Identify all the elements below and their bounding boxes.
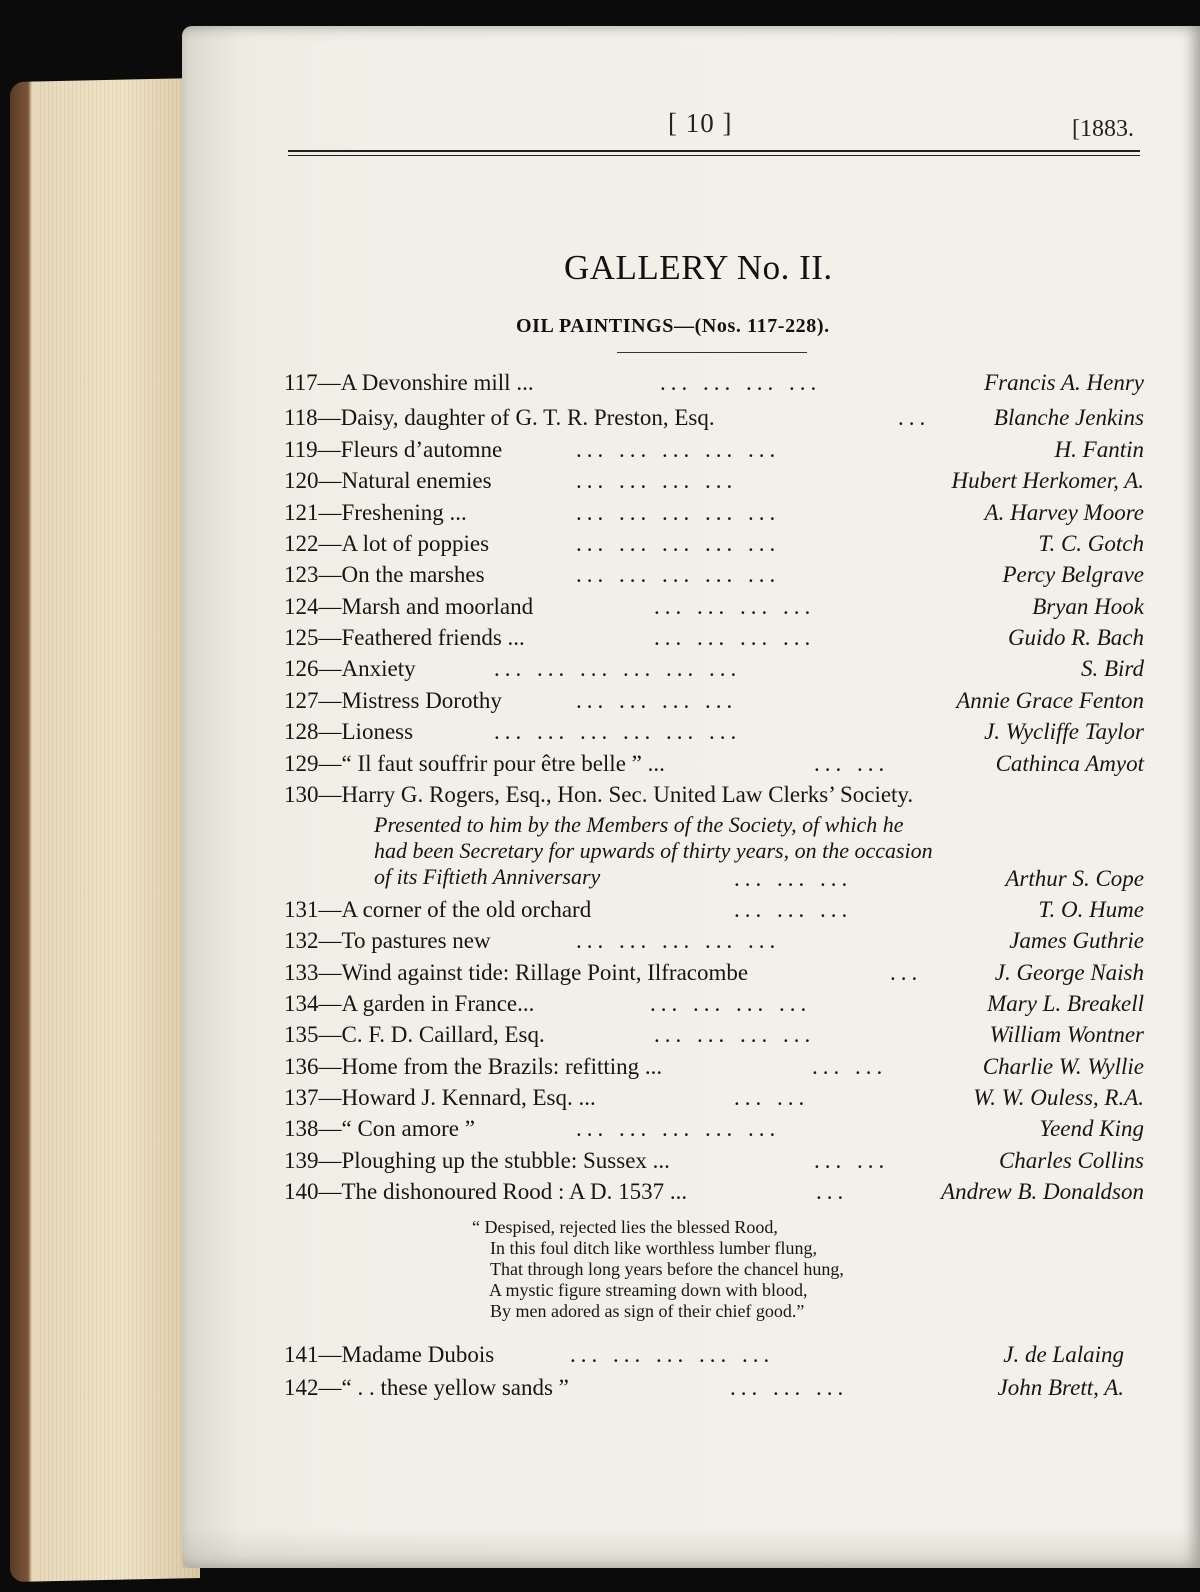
catalogue-entry-139 bbox=[284, 1148, 1144, 1179]
dot-leader: ... ... ... ... bbox=[650, 991, 812, 1016]
catalogue-entry-136 bbox=[284, 1054, 1144, 1085]
catalogue-entry-140 bbox=[284, 1179, 1144, 1210]
dot-leader: ... ... ... ... ... bbox=[576, 500, 781, 525]
catalogue-entry-141 bbox=[284, 1342, 1124, 1373]
entry-title: 125—Feathered friends ... bbox=[284, 625, 525, 650]
dot-leader: ... ... ... ... ... bbox=[576, 562, 781, 587]
poem-line: A mystic figure streaming down with blood, bbox=[489, 1280, 808, 1300]
entry-title: 130—Harry G. Rogers, Esq., Hon. Sec. United Law Clerks’ Society. bbox=[284, 782, 914, 807]
dot-leader: ... ... ... bbox=[734, 866, 853, 891]
entry-title: 122—A lot of poppies bbox=[284, 531, 490, 556]
entry-title: 133—Wind against tide: Rillage Point, Ilfracombe bbox=[284, 960, 749, 985]
catalogue-entry-117 bbox=[284, 370, 1144, 401]
dot-leader: ... ... ... ... ... bbox=[576, 531, 781, 556]
entry-artist: Bryan Hook bbox=[1032, 594, 1144, 619]
catalogue-entry-135 bbox=[284, 1022, 1144, 1053]
entry-title: 124—Marsh and moorland bbox=[284, 594, 534, 619]
catalogue-entry-134 bbox=[284, 991, 1144, 1022]
entry-title: 137—Howard J. Kennard, Esq. ... bbox=[284, 1085, 596, 1110]
catalogue-entry-119 bbox=[284, 437, 1144, 468]
entry-artist: T. O. Hume bbox=[1038, 897, 1144, 922]
dot-leader: ... ... ... ... ... ... bbox=[494, 719, 742, 744]
entry-title: 119—Fleurs d’automne bbox=[284, 437, 503, 462]
poem-line: By men adored as sign of their chief good.” bbox=[490, 1301, 805, 1321]
poem-line: In this foul ditch like worthless lumber flung, bbox=[490, 1238, 817, 1258]
entry-artist: Yeend King bbox=[1039, 1116, 1144, 1141]
entry-artist: William Wontner bbox=[989, 1022, 1144, 1047]
header-rule-thick bbox=[288, 150, 1140, 152]
entry-artist: Charles Collins bbox=[998, 1148, 1144, 1173]
entry-artist: Arthur S. Cope bbox=[1005, 866, 1144, 891]
catalogue-entry-130 bbox=[284, 782, 1144, 813]
entry-artist: James Guthrie bbox=[1009, 928, 1144, 953]
catalogue-entry-123 bbox=[284, 562, 1144, 593]
entry-artist: Charlie W. Wyllie bbox=[982, 1054, 1144, 1079]
entry-130-note-line-1: Presented to him by the Members of the Society, of which he bbox=[374, 812, 904, 837]
dot-leader: ... bbox=[890, 960, 923, 985]
catalogue-entry-132 bbox=[284, 928, 1144, 959]
entry-artist: Percy Belgrave bbox=[1002, 562, 1144, 587]
catalogue-entry-124 bbox=[284, 594, 1144, 625]
dot-leader: ... ... ... ... bbox=[654, 625, 816, 650]
catalogue-entry-133 bbox=[284, 960, 1144, 991]
page-year: [1883. bbox=[1072, 116, 1134, 142]
entry-title: 132—To pastures new bbox=[284, 928, 491, 953]
dot-leader: ... ... ... ... bbox=[576, 688, 738, 713]
poem-line: That through long years before the chancel hung, bbox=[490, 1259, 844, 1279]
dot-leader: ... ... ... bbox=[730, 1375, 849, 1400]
entry-title: 118—Daisy, daughter of G. T. R. Preston, Esq. bbox=[284, 405, 715, 430]
entry-title: 123—On the marshes bbox=[284, 562, 485, 587]
entry-title: 126—Anxiety bbox=[284, 656, 416, 681]
poem-line: “ Despised, rejected lies the blessed Rood, bbox=[472, 1217, 778, 1237]
catalogue-entry-127 bbox=[284, 688, 1144, 719]
entry-title: 128—Lioness bbox=[284, 719, 414, 744]
entry-artist: Hubert Herkomer, A. bbox=[951, 468, 1144, 493]
entry-artist: W. W. Ouless, R.A. bbox=[973, 1085, 1144, 1110]
entry-title: 127—Mistress Dorothy bbox=[284, 688, 502, 713]
entry-artist: S. Bird bbox=[1080, 656, 1144, 681]
catalogue-entry-137 bbox=[284, 1085, 1144, 1116]
dot-leader: ... ... ... bbox=[734, 897, 853, 922]
entry-title: 120—Natural enemies bbox=[284, 468, 492, 493]
entry-title: 129—“ Il faut souffrir pour être belle ” ... bbox=[284, 751, 665, 776]
dot-leader: ... ... ... ... ... ... bbox=[494, 656, 742, 681]
entry-title: 136—Home from the Brazils: refitting ... bbox=[284, 1054, 663, 1079]
dot-leader: ... ... bbox=[812, 1054, 888, 1079]
entry-title: 140—The dishonoured Rood : A D. 1537 ... bbox=[284, 1179, 688, 1204]
entry-artist: H. Fantin bbox=[1054, 437, 1144, 462]
entry-title: 138—“ Con amore ” bbox=[284, 1116, 475, 1141]
entry-artist: Francis A. Henry bbox=[984, 370, 1144, 395]
entry-artist: J. de Lalaing bbox=[1003, 1342, 1124, 1367]
entry-artist: Mary L. Breakell bbox=[987, 991, 1144, 1016]
entry-title: 131—A corner of the old orchard bbox=[284, 897, 592, 922]
entry-title: 134—A garden in France... bbox=[284, 991, 535, 1016]
dot-leader: ... bbox=[898, 405, 931, 430]
entry-title: 142—“ . . these yellow sands ” bbox=[284, 1375, 569, 1400]
dot-leader: ... ... bbox=[734, 1085, 810, 1110]
entry-artist: Blanche Jenkins bbox=[993, 405, 1144, 430]
entry-artist: T. C. Gotch bbox=[1038, 531, 1144, 556]
catalogue-entry-142 bbox=[284, 1375, 1124, 1406]
entry-artist: Andrew B. Donaldson bbox=[941, 1179, 1144, 1204]
entry-artist: J. Wycliffe Taylor bbox=[984, 719, 1144, 744]
catalogue-entry-120 bbox=[284, 468, 1144, 499]
entry-title: 135—C. F. D. Caillard, Esq. bbox=[284, 1022, 545, 1047]
dot-leader: ... ... ... ... bbox=[654, 1022, 816, 1047]
entry-artist: Guido R. Bach bbox=[1007, 625, 1144, 650]
catalogue-entry-130-artist-line bbox=[284, 866, 1144, 897]
poem-quote bbox=[472, 1217, 844, 1322]
section-rule bbox=[617, 352, 807, 353]
entry-title: 117—A Devonshire mill ... bbox=[284, 370, 534, 395]
book-page-edges bbox=[10, 78, 200, 1582]
entry-title: 141—Madame Dubois bbox=[284, 1342, 495, 1367]
catalogue-entry-125 bbox=[284, 625, 1144, 656]
catalogue-entry-138 bbox=[284, 1116, 1144, 1147]
dot-leader: ... ... ... ... ... bbox=[570, 1342, 775, 1367]
catalogue-entry-118 bbox=[284, 405, 1144, 436]
catalogue-entry-122 bbox=[284, 531, 1144, 562]
dot-leader: ... bbox=[816, 1179, 849, 1204]
gallery-title: GALLERY No. II. bbox=[564, 248, 833, 287]
section-heading: OIL PAINTINGS—(Nos. 117-228). bbox=[516, 315, 830, 337]
catalogue-entry-121 bbox=[284, 500, 1144, 531]
catalogue-entry-128 bbox=[284, 719, 1144, 750]
entry-artist: J. George Naish bbox=[994, 960, 1144, 985]
entry-artist: A. Harvey Moore bbox=[984, 500, 1144, 525]
catalogue-entry-129 bbox=[284, 751, 1144, 782]
dot-leader: ... ... ... ... bbox=[576, 468, 738, 493]
header-rule-thin bbox=[288, 155, 1140, 156]
entry-artist: Cathinca Amyot bbox=[995, 751, 1144, 776]
dot-leader: ... ... ... ... bbox=[654, 594, 816, 619]
entry-title: 139—Ploughing up the stubble: Sussex ... bbox=[284, 1148, 670, 1173]
dot-leader: ... ... ... ... ... bbox=[576, 437, 781, 462]
dot-leader: ... ... ... ... ... bbox=[576, 928, 781, 953]
entry-title: 121—Freshening ... bbox=[284, 500, 467, 525]
catalogue-entry-131 bbox=[284, 897, 1144, 928]
entry-artist: Annie Grace Fenton bbox=[956, 688, 1144, 713]
dot-leader: ... ... ... ... bbox=[660, 370, 822, 395]
entry-130-note-line-2: had been Secretary for upwards of thirty years, on the occasion bbox=[374, 838, 933, 863]
entry-artist: John Brett, A. bbox=[997, 1375, 1124, 1400]
dot-leader: ... ... ... ... ... bbox=[576, 1116, 781, 1141]
page-number: [ 10 ] bbox=[668, 108, 733, 138]
dot-leader: ... ... bbox=[814, 1148, 890, 1173]
entry-130-note-line-3: of its Fiftieth Anniversary bbox=[374, 864, 601, 889]
dot-leader: ... ... bbox=[814, 751, 890, 776]
catalogue-entry-126 bbox=[284, 656, 1144, 687]
